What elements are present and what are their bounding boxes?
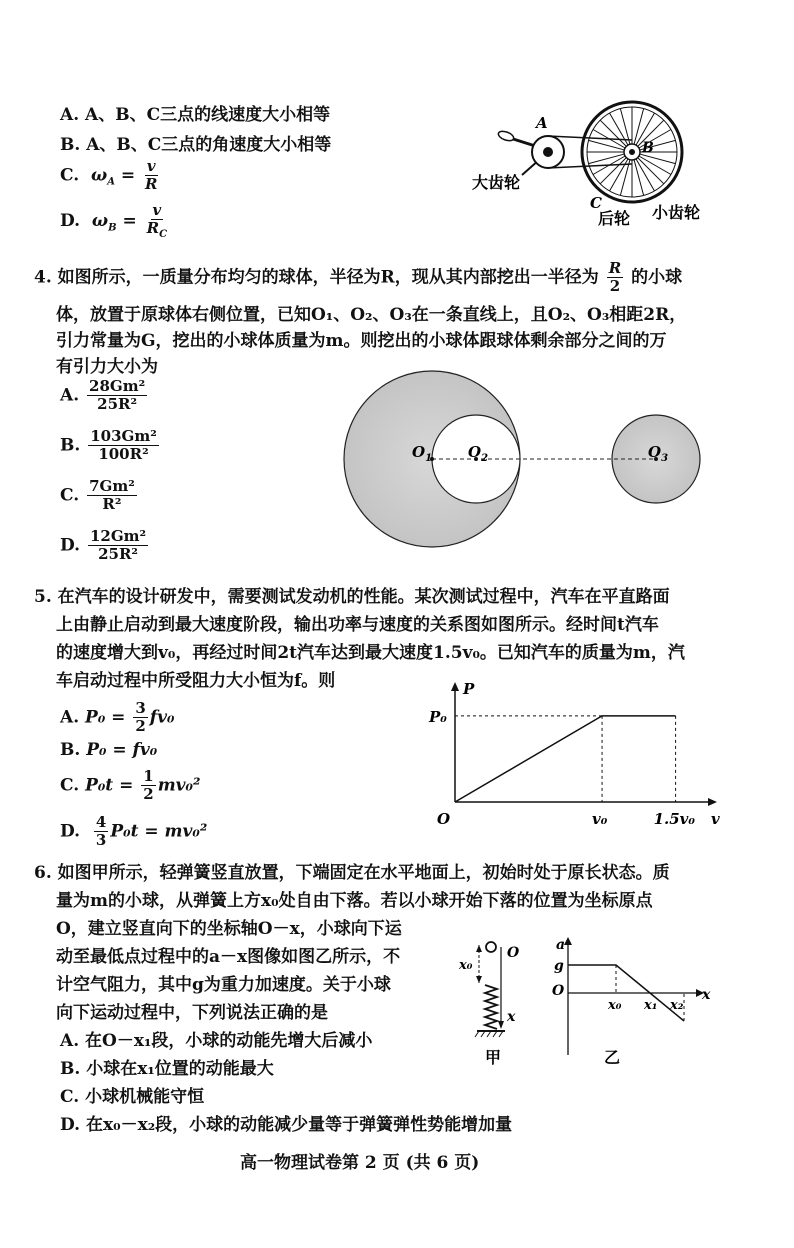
q5-line-1: 5. 在汽车的设计研发中，需要测试发动机的性能。某次测试过程中，汽车在平直路面 bbox=[34, 587, 670, 607]
q3-option-c: C. $\omega_A$ = $\frac{v}{R}$ bbox=[60, 157, 158, 194]
label-o-jia: O bbox=[507, 945, 520, 961]
x-label: x bbox=[702, 987, 711, 1003]
q4-line-2: 体，放置于原球体右侧位置，已知O₁、O₂、O₃在一条直线上，且O₂、O₃相距2R， bbox=[56, 305, 687, 325]
label-o3: $O_3$ bbox=[648, 443, 669, 464]
q6-line-5: 计空气阻力，其中g为重力加速度。关于小球 bbox=[56, 975, 391, 995]
label-small-gear: 小齿轮 bbox=[652, 203, 701, 222]
y-label: P bbox=[463, 680, 475, 698]
label-o1: $O_1$ bbox=[412, 443, 433, 464]
q3-bicycle-figure bbox=[470, 100, 720, 235]
label-b: B bbox=[642, 140, 654, 156]
q5-option-d: D. $\frac{4}{3}$ P₀t = mv₀² bbox=[60, 813, 208, 850]
q6-option-d: D. 在x₀－x₂段，小球的动能减少量等于弹簧弹性势能增加量 bbox=[60, 1115, 513, 1135]
q3-option-b: B. A、B、C三点的角速度大小相等 bbox=[60, 135, 332, 155]
q4-line-1: 4. 如图所示，一质量分布均匀的球体，半径为R，现从其内部挖出一半径为 $\frac{R}{2}$ 的小球 bbox=[34, 259, 683, 296]
q4-line-3: 引力常量为G，挖出的小球体质量为m。则挖出的小球体跟球体剩余部分之间的万 bbox=[56, 331, 667, 351]
label-yi: 乙 bbox=[604, 1048, 621, 1067]
q6-option-c: C. 小球机械能守恒 bbox=[60, 1087, 205, 1107]
tick-v0: v₀ bbox=[592, 810, 608, 828]
tick-g: g bbox=[554, 958, 564, 974]
page-footer: 高一物理试卷第 2 页 (共 6 页) bbox=[240, 1153, 480, 1173]
label-o2: $O_2$ bbox=[468, 443, 489, 464]
q6-spring-figure bbox=[455, 935, 535, 1070]
origin-label: O bbox=[552, 983, 565, 999]
q3-option-d: D. $\omega_B$ = $\frac{v}{R_C}$ bbox=[60, 201, 168, 241]
label-rear-wheel: 后轮 bbox=[598, 209, 631, 228]
q6-acceleration-chart bbox=[550, 935, 710, 1070]
q5-line-3: 的速度增大到v₀，再经过时间2t汽车达到最大速度1.5v₀。已知汽车的质量为m，汽 bbox=[56, 643, 685, 663]
q3-option-a: A. A、B、C三点的线速度大小相等 bbox=[60, 105, 331, 125]
tick-x2: x₂ bbox=[670, 998, 684, 1013]
tick-x0: x₀ bbox=[608, 998, 622, 1013]
q4-option-c: C. $\frac{\text{7Gm²}}{\text{R²}}$ bbox=[60, 477, 135, 514]
q4-option-b: B. $\frac{\text{103Gm²}}{\text{100R²}}$ bbox=[60, 427, 157, 464]
label-x0-jia: x₀ bbox=[459, 958, 473, 973]
y-label: a bbox=[556, 937, 566, 953]
q6-line-6: 向下运动过程中，下列说法正确的是 bbox=[56, 1003, 328, 1023]
q4-option-d: D. $\frac{\text{12Gm²}}{\text{25R²}}$ bbox=[60, 527, 147, 564]
q6-line-4: 动至最低点过程中的a－x图像如图乙所示，不 bbox=[56, 947, 401, 967]
q5-line-2: 上由静止启动到最大速度阶段，输出功率与速度的关系图如图所示。经时间t汽车 bbox=[56, 615, 659, 635]
q5-option-c: C. P₀t = $\frac{1}{2}$ mv₀² bbox=[60, 767, 201, 804]
label-x-jia: x bbox=[507, 1009, 516, 1025]
q4-option-a: A. $\frac{\text{28Gm²}}{\text{25R²}}$ bbox=[60, 377, 146, 414]
label-a: A bbox=[536, 114, 548, 132]
q4-line-4: 有引力大小为 bbox=[56, 357, 158, 377]
series-line bbox=[455, 716, 676, 802]
q5-power-velocity-chart bbox=[425, 680, 720, 830]
q6-option-a: A. 在O－x₁段，小球的动能先增大后减小 bbox=[60, 1031, 373, 1051]
q6-option-b: B. 小球在x₁位置的动能最大 bbox=[60, 1059, 274, 1079]
tick-1.5v0: 1.5v₀ bbox=[653, 810, 695, 828]
q5-option-b: B. P₀ = fv₀ bbox=[60, 740, 158, 760]
q4-sphere-figure bbox=[340, 375, 710, 555]
x-label: v bbox=[711, 810, 720, 828]
origin-label: O bbox=[437, 810, 451, 828]
q5-option-a: A. P₀ = $\frac{3}{2}$ fv₀ bbox=[60, 699, 175, 736]
y-axis-arrow bbox=[564, 937, 572, 945]
x-axis-arrow bbox=[708, 798, 717, 806]
q6-line-2: 量为m的小球，从弹簧上方x₀处自由下落。若以小球开始下落的位置为坐标原点 bbox=[56, 891, 653, 911]
q5-line-4: 车启动过程中所受阻力大小恒为f。则 bbox=[56, 671, 336, 691]
tick-p0: P₀ bbox=[429, 707, 447, 726]
q6-line-3: O，建立竖直向下的坐标轴O－x，小球向下运 bbox=[56, 919, 402, 939]
q6-line-1: 6. 如图甲所示，轻弹簧竖直放置，下端固定在水平地面上，初始时处于原长状态。质 bbox=[34, 863, 670, 883]
y-axis-arrow bbox=[451, 682, 459, 691]
label-jia: 甲 bbox=[485, 1048, 502, 1067]
label-big-gear: 大齿轮 bbox=[472, 173, 521, 192]
label-c: C bbox=[590, 194, 602, 212]
tick-x1: x₁ bbox=[644, 998, 658, 1013]
